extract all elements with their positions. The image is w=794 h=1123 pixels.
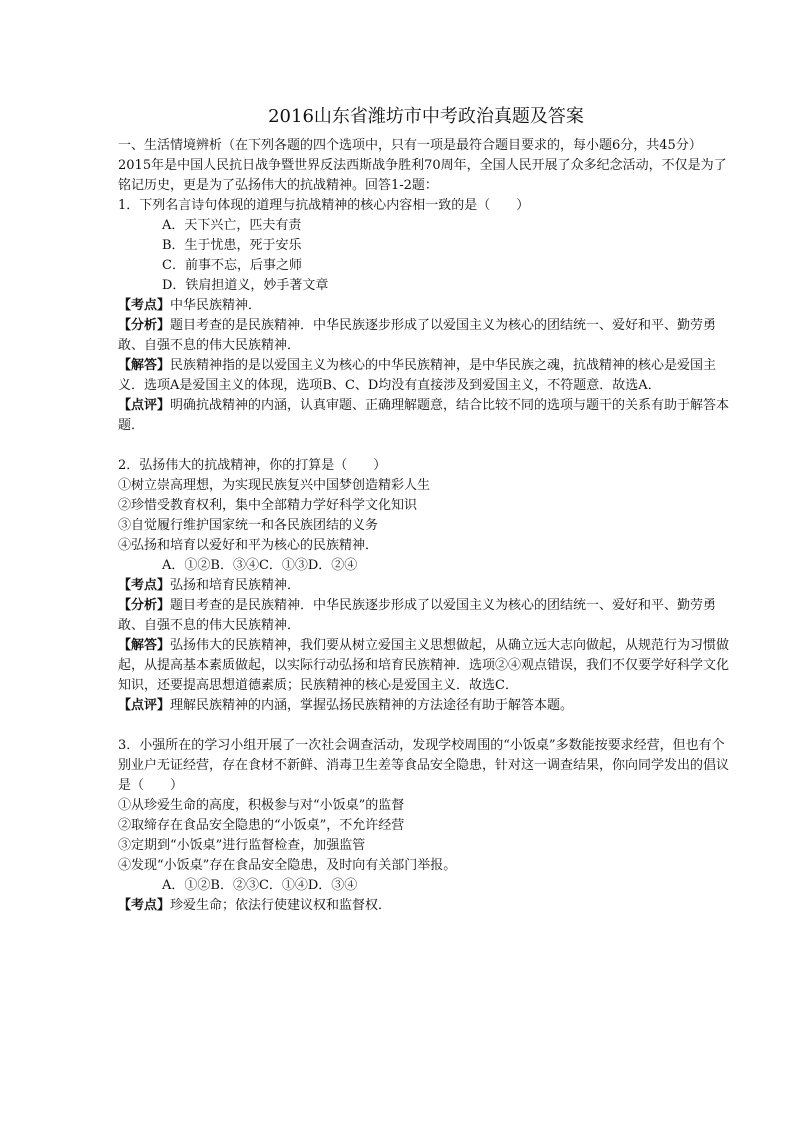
- q2-fenxi-tag: 【分析】: [118, 598, 171, 613]
- q1-option-c: C．前事不忘，后事之师: [162, 258, 302, 273]
- q3-kaodian-text: 珍爱生命；依法行使建议权和监督权．: [170, 898, 392, 913]
- q2-item-4: ④弘扬和培育以爱好和平为核心的民族精神．: [118, 538, 379, 553]
- q1-dianping-tag: 【点评】: [118, 398, 171, 413]
- q2-fenxi-text: 题目考查的是民族精神．中华民族逐步形成了以爱国主义为核心的团结统一、爱好和平、勤劳勇敢、自强不息的伟大民族精神．: [118, 598, 717, 633]
- q3-item-4: ④发现“小饭桌”存在食品安全隐患，及时向有关部门举报。: [118, 858, 457, 873]
- q2-choices: A．①②B．③④C．①③D．②④: [162, 558, 358, 573]
- q2-dianping: [118, 696, 734, 716]
- q1-jieda-text: 民族精神指的是以爱国主义为核心的中华民族精神，是中华民族之魂，抗战精神的核心是爱国主义．选项A是爱国主义的体现，选项B、C、D均没有直接涉及到爱国主义，不符题意．故选A．: [118, 358, 717, 393]
- question-3-stem: 3．小强所在的学习小组开展了一次社会调查活动，发现学校周围的“小饭桌”多数能按要求经营，但也有个别业户无证经营，存在食材不新鲜、消毒卫生差等食品安全隐患，针对这一调查结果，你向同学发出的倡议是（ ）: [118, 738, 730, 793]
- q2-jieda-text: 弘扬伟大的民族精神，我们要从树立爱国主义思想做起，从确立远大志向做起，从规范行为习惯做起，从提高基本素质做起，以实际行动弘扬和培育民族精神．选项②④观点错误，我们不仅要学好科学文化知识，还要提高思想道德素质；民族精神的核心是爱国主义．故选C．: [118, 638, 730, 693]
- q3-item-3: ③定期到“小饭桌”进行监督检查，加强监管: [118, 838, 366, 853]
- q2-kaodian-tag: 【考点】: [118, 578, 171, 593]
- q3-item-1: ①从珍爱生命的高度，积极参与对“小饭桌”的监督: [118, 798, 405, 813]
- q1-jieda-tag: 【解答】: [118, 358, 171, 373]
- q2-jieda: [118, 636, 734, 696]
- spacer: [118, 436, 734, 456]
- q1-dianping-text: 明确抗战精神的内涵，认真审题、正确理解题意，结合比较不同的选项与题干的关系有助于解答本题．: [118, 398, 730, 433]
- page-title: 2016山东省潍坊市中考政治真题及答案: [268, 106, 584, 127]
- q2-dianping-tag: 【点评】: [118, 698, 171, 713]
- q3-kaodian-tag: 【考点】: [118, 898, 171, 913]
- q3-choices: A．①②B．②③C．①④D．③④: [162, 878, 358, 893]
- q1-option-d: D．铁肩担道义，妙手著文章: [162, 278, 329, 293]
- q1-dianping: [118, 396, 734, 436]
- q1-fenxi-text: 题目考查的是民族精神．中华民族逐步形成了以爱国主义为核心的团结统一、爱好和平、勤劳勇敢、自强不息的伟大民族精神．: [118, 318, 717, 353]
- question-1-stem: 1．下列名言诗句体现的道理与抗战精神的核心内容相一致的是（ ）: [118, 198, 530, 213]
- q2-item-3: ③自觉履行维护国家统一和各民族团结的义务: [118, 518, 379, 533]
- q2-fenxi: [118, 596, 734, 636]
- q2-jieda-tag: 【解答】: [118, 638, 171, 653]
- q1-jieda: [118, 356, 734, 396]
- q1-kaodian-tag: 【考点】: [118, 298, 171, 313]
- q1-option-a: A．天下兴亡，匹夫有责: [162, 218, 302, 233]
- q1-kaodian: [118, 296, 734, 316]
- q3-item-2: ②取缔存在食品安全隐患的“小饭桌”，不允许经营: [118, 818, 405, 833]
- q2-kaodian: [118, 576, 734, 596]
- q1-kaodian-text: 中华民族精神．: [170, 298, 262, 313]
- q2-kaodian-text: 弘扬和培育民族精神．: [170, 578, 301, 593]
- q1-option-b: B．生于忧患，死于安乐: [162, 238, 302, 253]
- q1-fenxi: [118, 316, 734, 356]
- q1-fenxi-tag: 【分析】: [118, 318, 171, 333]
- section-heading: 一、生活情境辨析（在下列各题的四个选项中，只有一项是最符合题目要求的，每小题6分，共45分）: [118, 138, 702, 153]
- q2-item-1: ①树立崇高理想，为实现民族复兴中国梦创造精彩人生: [118, 478, 431, 493]
- spacer: [118, 716, 734, 736]
- q2-item-2: ②珍惜受教育权利，集中全部精力学好科学文化知识: [118, 498, 418, 513]
- q2-dianping-text: 理解民族精神的内涵，掌握弘扬民族精神的方法途径有助于解答本题。: [170, 698, 574, 713]
- question-2-stem: 2．弘扬伟大的抗战精神，你的打算是（ ）: [118, 458, 387, 473]
- intro-text: 2015年是中国人民抗日战争暨世界反法西斯战争胜利70周年，全国人民开展了众多纪念活动，不仅是为了铭记历史，更是为了弘扬伟大的抗战精神。回答1-2题：: [118, 158, 727, 193]
- q3-kaodian: [118, 896, 734, 916]
